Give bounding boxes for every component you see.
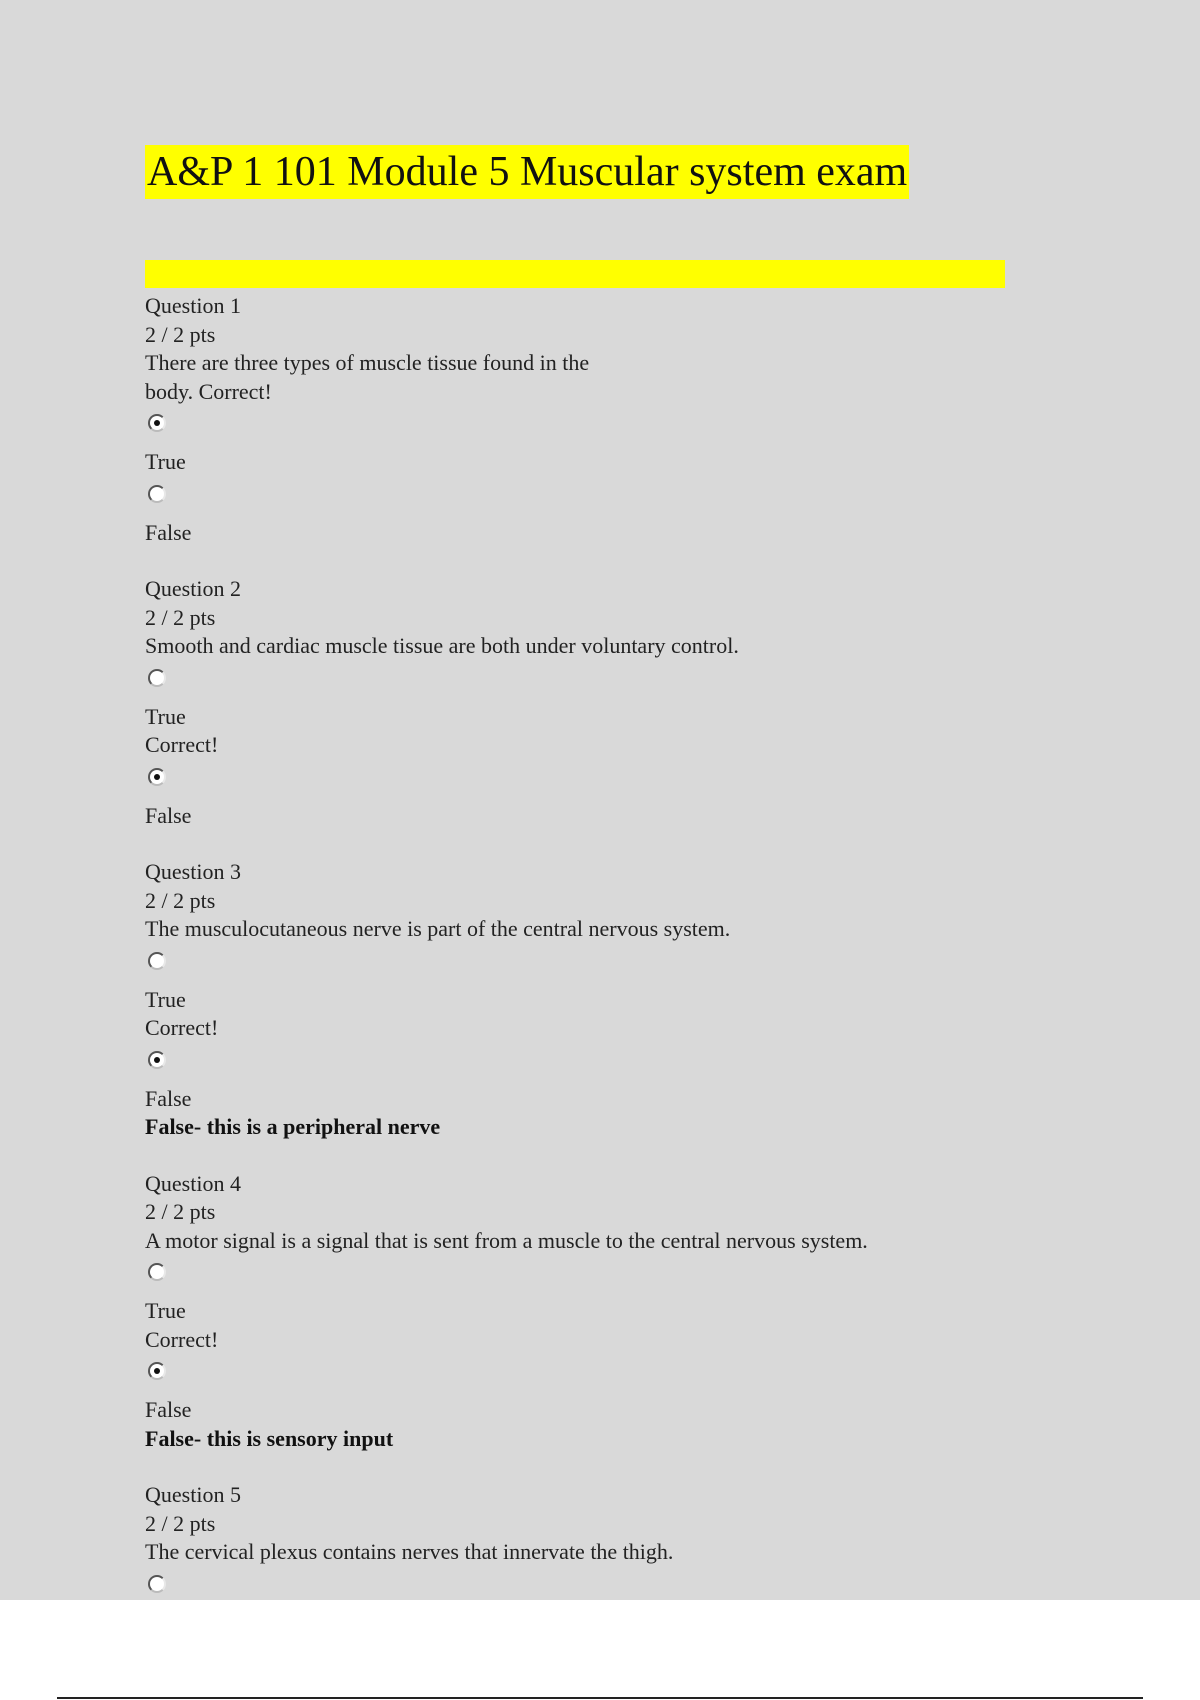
question-text: A motor signal is a signal that is sent from a muscle to the central nervous system. <box>145 1227 868 1253</box>
option-true-label: True <box>145 986 186 1012</box>
radio-row-false[interactable] <box>145 1043 1045 1085</box>
radio-unselected-icon[interactable] <box>148 952 166 970</box>
question-text: Smooth and cardiac muscle tissue are both under voluntary control. <box>145 633 739 658</box>
question-points: 2 / 2 pts <box>145 321 216 347</box>
question-2 <box>145 575 1045 830</box>
question-1 <box>145 292 1045 547</box>
question-text: The cervical plexus contains nerves that innervate the thigh. <box>145 1539 674 1564</box>
question-label: Question 3 <box>145 859 241 884</box>
question-points: 2 / 2 pts <box>145 887 216 913</box>
question-text <box>145 349 645 406</box>
radio-selected-icon[interactable] <box>148 1051 166 1069</box>
question-4 <box>145 1170 1045 1454</box>
question-5 <box>145 1481 1045 1609</box>
radio-unselected-icon[interactable] <box>148 1263 166 1281</box>
quiz-content <box>145 292 1045 1637</box>
question-points: 2 / 2 pts <box>145 1199 216 1224</box>
question-points: 2 / 2 pts <box>145 604 216 630</box>
radio-unselected-icon[interactable] <box>148 485 166 503</box>
radio-selected-icon[interactable] <box>148 768 166 786</box>
question-text-line: body. Correct! <box>145 378 272 404</box>
question-label: Question 1 <box>145 293 241 318</box>
answer-explanation: False- this is sensory input <box>145 1425 394 1451</box>
question-text: The musculocutaneous nerve is part of the central nervous system. <box>145 916 731 941</box>
option-false-label: False <box>145 1085 192 1111</box>
option-true-label: True <box>145 1298 186 1323</box>
radio-row-true[interactable] <box>145 661 1045 703</box>
radio-row-true[interactable] <box>145 944 1045 986</box>
correct-marker: Correct! <box>145 1326 219 1352</box>
footer-divider <box>57 1697 1143 1699</box>
option-false-label: False <box>145 1397 192 1422</box>
correct-marker: Correct! <box>145 1015 219 1040</box>
radio-row-true[interactable] <box>145 1255 1045 1297</box>
question-text-line: There are three types of muscle tissue found in the <box>145 350 590 375</box>
option-true-label: True <box>145 449 186 474</box>
correct-marker: Correct! <box>145 732 219 757</box>
highlight-bar <box>145 260 1005 288</box>
option-false-label: False <box>145 519 192 545</box>
question-label: Question 2 <box>145 576 241 601</box>
radio-selected-icon[interactable] <box>148 414 166 432</box>
radio-row-false[interactable] <box>145 760 1045 802</box>
question-points: 2 / 2 pts <box>145 1510 216 1536</box>
radio-row-true[interactable] <box>145 406 1045 448</box>
question-label: Question 4 <box>145 1170 241 1196</box>
radio-row-false[interactable] <box>145 1354 1045 1396</box>
radio-unselected-icon[interactable] <box>148 669 166 687</box>
radio-row-true[interactable] <box>145 1567 1045 1609</box>
question-label: Question 5 <box>145 1482 241 1507</box>
question-3 <box>145 858 1045 1142</box>
option-false-label: False <box>145 802 192 828</box>
radio-selected-icon[interactable] <box>148 1362 166 1380</box>
answer-explanation: False- this is a peripheral nerve <box>145 1114 441 1139</box>
radio-unselected-icon[interactable] <box>148 1575 166 1593</box>
radio-row-false[interactable] <box>145 477 1045 519</box>
document-title: A&P 1 101 Module 5 Muscular system exam <box>145 145 909 199</box>
option-true-label: True <box>145 703 186 729</box>
